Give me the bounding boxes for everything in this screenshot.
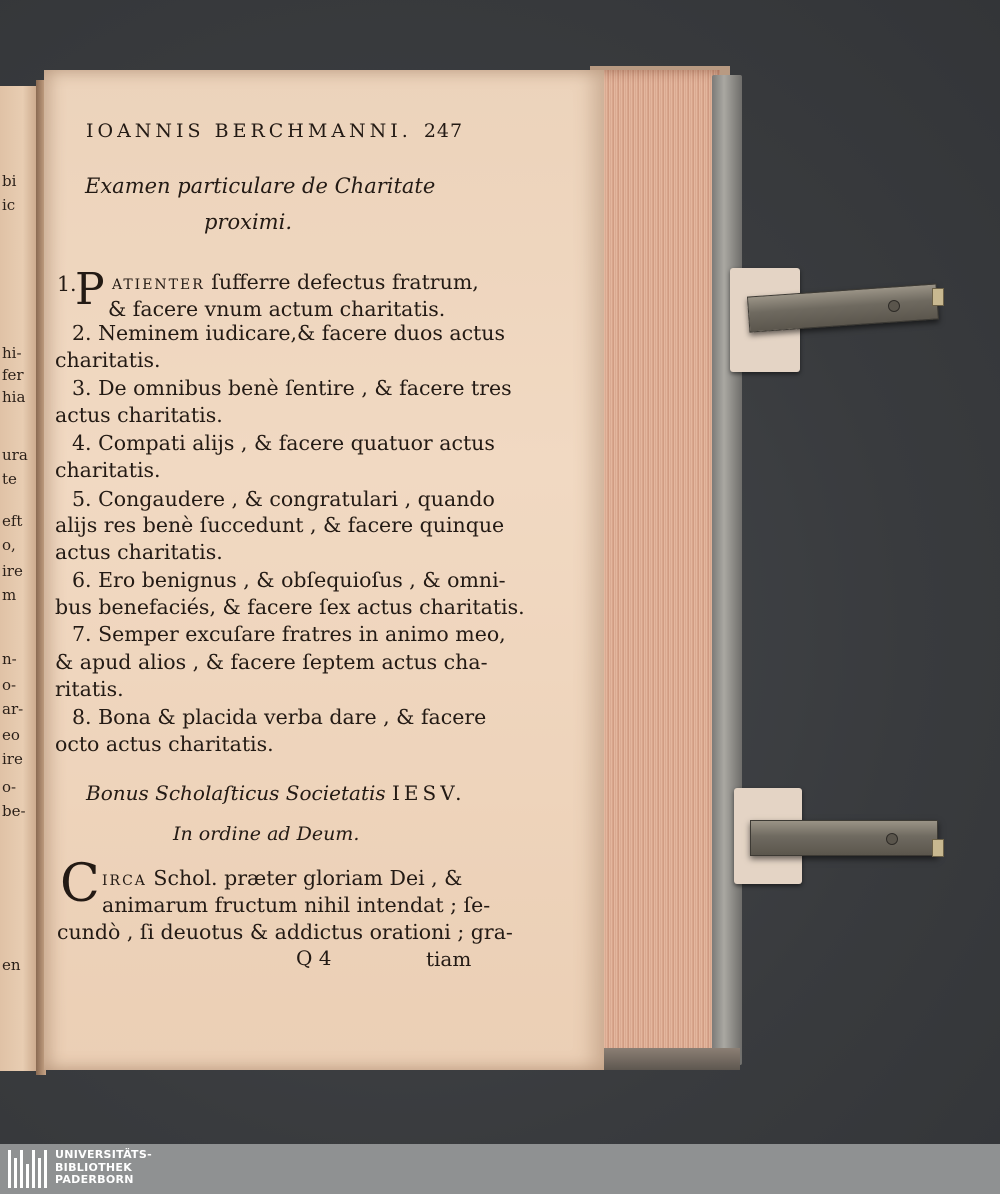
- left-page-fragment: ura: [2, 446, 28, 464]
- text-line: 6. Ero benignus , & obſequioſus , & omni-: [72, 568, 506, 592]
- text-line: bus benefaciés, & facere ſex actus charitatis.: [55, 595, 525, 619]
- text-line: 5. Congaudere , & congratulari , quando: [72, 487, 495, 511]
- signature-mark: Q 4: [296, 946, 332, 970]
- left-page-fragment: o-: [2, 676, 17, 694]
- library-name-line: BIBLIOTHEK: [55, 1160, 133, 1174]
- left-page-fragment: ic: [2, 196, 16, 214]
- text-line: animarum fructum nihil intendat ; ſe-: [102, 893, 491, 917]
- left-page-fragment: en: [2, 956, 21, 974]
- text-line: [102, 866, 462, 890]
- section-title-line1: Examen particulare de Charitate: [85, 174, 436, 198]
- text-line: charitatis.: [55, 348, 161, 372]
- text-line: octo actus charitatis.: [55, 732, 274, 756]
- clasp-top-pin: [932, 288, 944, 306]
- clasp-top-rivet: [888, 300, 900, 312]
- text-line: & apud alios , & facere ſeptem actus cha-: [55, 650, 488, 674]
- text-line: 8. Bona & placida verba dare , & facere: [72, 705, 487, 729]
- left-page-fragment: m: [2, 586, 17, 604]
- text-line: 2. Neminem iudicare,& facere duos actus: [72, 321, 506, 345]
- text-line: actus charitatis.: [55, 403, 223, 427]
- page-number: 247: [423, 120, 464, 142]
- book-cover-foot: [590, 1048, 740, 1070]
- section-heading-upright: IESV.: [392, 781, 466, 805]
- left-page-fragment: o-: [2, 778, 17, 796]
- text-line: [112, 270, 479, 294]
- left-page-fragment: te: [2, 470, 17, 488]
- drop-cap-c: C: [60, 854, 100, 914]
- item-1-number: 1.: [57, 272, 77, 296]
- text-line: 7. Semper excuſare fratres in animo meo,: [72, 622, 506, 646]
- left-page-fragment: fer: [2, 366, 24, 384]
- library-name-line: UNIVERSITÄTS-: [55, 1148, 152, 1161]
- left-page-fragment: ar-: [2, 700, 24, 718]
- left-page-fragment: hia: [2, 388, 26, 406]
- text-line: 4. Compati alijs , & facere quatuor actus: [72, 431, 495, 455]
- page-edges: [590, 70, 720, 1060]
- clasp-bottom: [750, 820, 938, 856]
- text-line-rest: ſufferre defectus fratrum,: [204, 270, 479, 294]
- text-line: ritatis.: [55, 677, 124, 701]
- running-head: [86, 120, 463, 142]
- drop-cap-p: P: [75, 264, 105, 315]
- library-name: [55, 1149, 152, 1187]
- left-page-fragment: hi-: [2, 344, 22, 362]
- text-line: alijs res benè ſuccedunt , & facere quinque: [55, 513, 505, 537]
- left-page-fragment: eft: [2, 512, 23, 530]
- clasp-bottom-rivet: [886, 833, 898, 845]
- left-page-edge: [0, 86, 40, 1071]
- catchword: tiam: [426, 947, 472, 971]
- left-page-fragment: eo: [2, 726, 20, 744]
- left-page-fragment: o,: [2, 536, 16, 554]
- text-line: cundò , ſi deuotus & addictus orationi ; gra-: [57, 920, 513, 944]
- left-page-fragment: be-: [2, 802, 26, 820]
- text-line: actus charitatis.: [55, 540, 223, 564]
- library-logo-icon: [8, 1150, 50, 1188]
- section-subheading: In ordine ad Deum.: [173, 823, 360, 845]
- section-heading-italic: Bonus Scholaſticus Societatis: [86, 781, 386, 805]
- left-page-fragment: bi: [2, 172, 17, 190]
- clasp-bottom-pin: [932, 839, 944, 857]
- section-title-line2: proximi.: [204, 210, 292, 234]
- text-line: charitatis.: [55, 458, 161, 482]
- book-cover: [712, 75, 742, 1065]
- text-line: 3. De omnibus benè ſentire , & facere tres: [72, 376, 512, 400]
- text-line: & facere vnum actum charitatis.: [108, 297, 446, 321]
- small-caps-word: irca: [102, 866, 147, 890]
- text-line-rest: Schol. præter gloriam Dei , &: [146, 866, 463, 890]
- footer-bar: [0, 1144, 1000, 1194]
- left-page-fragment: ire: [2, 562, 23, 580]
- section-heading: [86, 781, 466, 805]
- small-caps-word: atienter: [112, 270, 205, 294]
- left-page-fragment: n-: [2, 650, 17, 668]
- left-page-fragment: ire: [2, 750, 23, 768]
- running-head-title: IOANNIS BERCHMANNI.: [86, 120, 412, 142]
- library-name-line: PADERBORN: [55, 1173, 134, 1186]
